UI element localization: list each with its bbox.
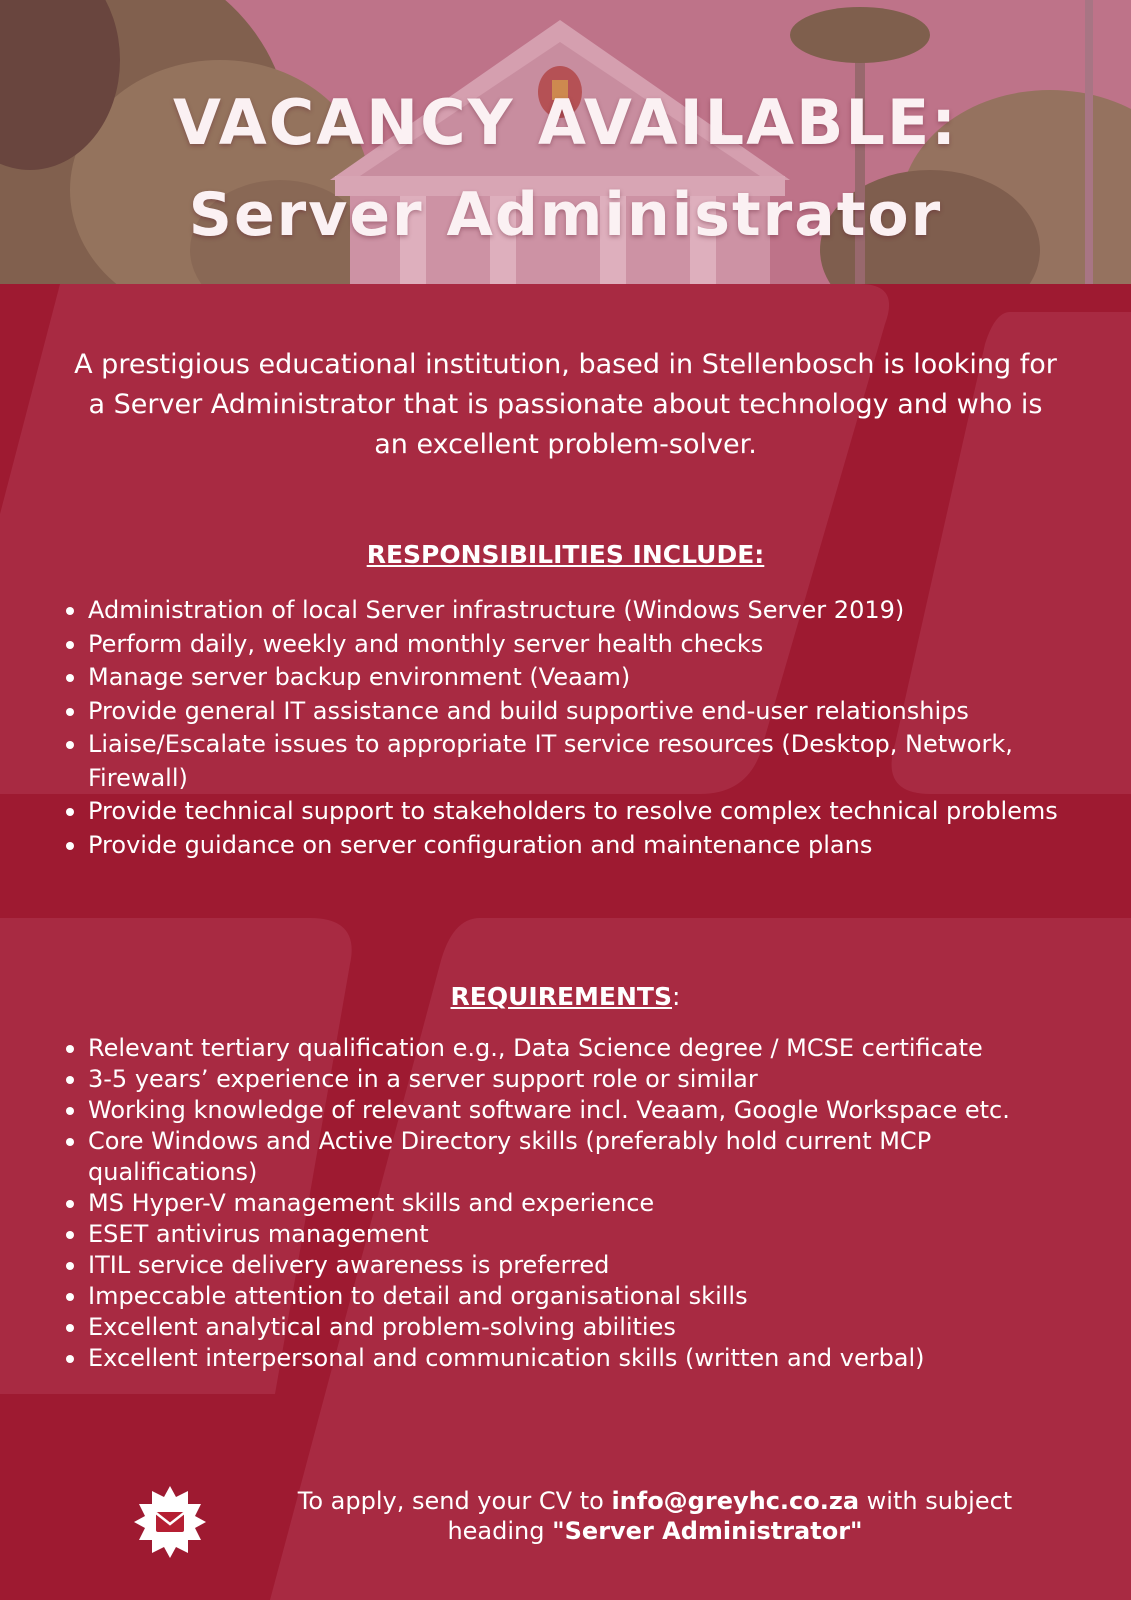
list-item: Provide technical support to stakeholders to resolve complex technical problems <box>62 795 1072 829</box>
intro-paragraph: A prestigious educational institution, based in Stellenbosch is looking for a Server Administrator that is passionate about technology and who is an excellent problem-solver. <box>74 349 1057 460</box>
envelope-icon <box>134 1486 206 1558</box>
background-shapes <box>0 284 1131 1600</box>
list-item: Perform daily, weekly and monthly server health checks <box>62 628 1072 662</box>
list-item: Provide general IT assistance and build supportive end-user relationships <box>62 695 1072 729</box>
list-item: 3-5 years’ experience in a server support role or similar <box>62 1064 1072 1095</box>
requirements-heading <box>0 982 1131 1011</box>
apply-instructions <box>270 1486 1040 1546</box>
list-item: Working knowledge of relevant software incl. Veaam, Google Workspace etc. <box>62 1095 1072 1126</box>
list-item: MS Hyper-V management skills and experience <box>62 1188 1072 1219</box>
list-item: ESET antivirus management <box>62 1219 1072 1250</box>
list-item: Administration of local Server infrastructure (Windows Server 2019) <box>62 594 1072 628</box>
requirements-heading-text: REQUIREMENTS <box>450 982 672 1011</box>
list-item: Provide guidance on server configuration and maintenance plans <box>62 829 1072 863</box>
list-item: Manage server backup environment (Veaam) <box>62 661 1072 695</box>
requirements-list <box>62 1033 1072 1374</box>
hero-banner <box>0 0 1131 284</box>
apply-subject: "Server Administrator" <box>552 1517 863 1545</box>
title-line-2: Server Administrator <box>188 180 943 250</box>
requirements-heading-colon: : <box>672 982 681 1011</box>
apply-middle: with subject heading <box>447 1487 1013 1545</box>
list-item: Impeccable attention to detail and organisational skills <box>62 1281 1072 1312</box>
responsibilities-heading: RESPONSIBILITIES INCLUDE: <box>366 540 765 569</box>
list-item: Relevant tertiary qualification e.g., Data Science degree / MCSE certificate <box>62 1033 1072 1064</box>
list-item: ITIL service delivery awareness is preferred <box>62 1250 1072 1281</box>
title-line-1: VACANCY AVAILABLE: <box>172 86 959 159</box>
list-item: Excellent interpersonal and communication skills (written and verbal) <box>62 1343 1072 1374</box>
list-item: Excellent analytical and problem-solving abilities <box>62 1312 1072 1343</box>
content-panel <box>0 284 1131 1600</box>
list-item: Core Windows and Active Directory skills (preferably hold current MCP qualifications) <box>62 1126 1072 1188</box>
apply-email[interactable]: info@greyhc.co.za <box>611 1487 860 1515</box>
apply-prefix: To apply, send your CV to <box>297 1487 612 1515</box>
responsibilities-list <box>62 594 1072 862</box>
list-item: Liaise/Escalate issues to appropriate IT service resources (Desktop, Network, Firewall) <box>62 728 1072 795</box>
